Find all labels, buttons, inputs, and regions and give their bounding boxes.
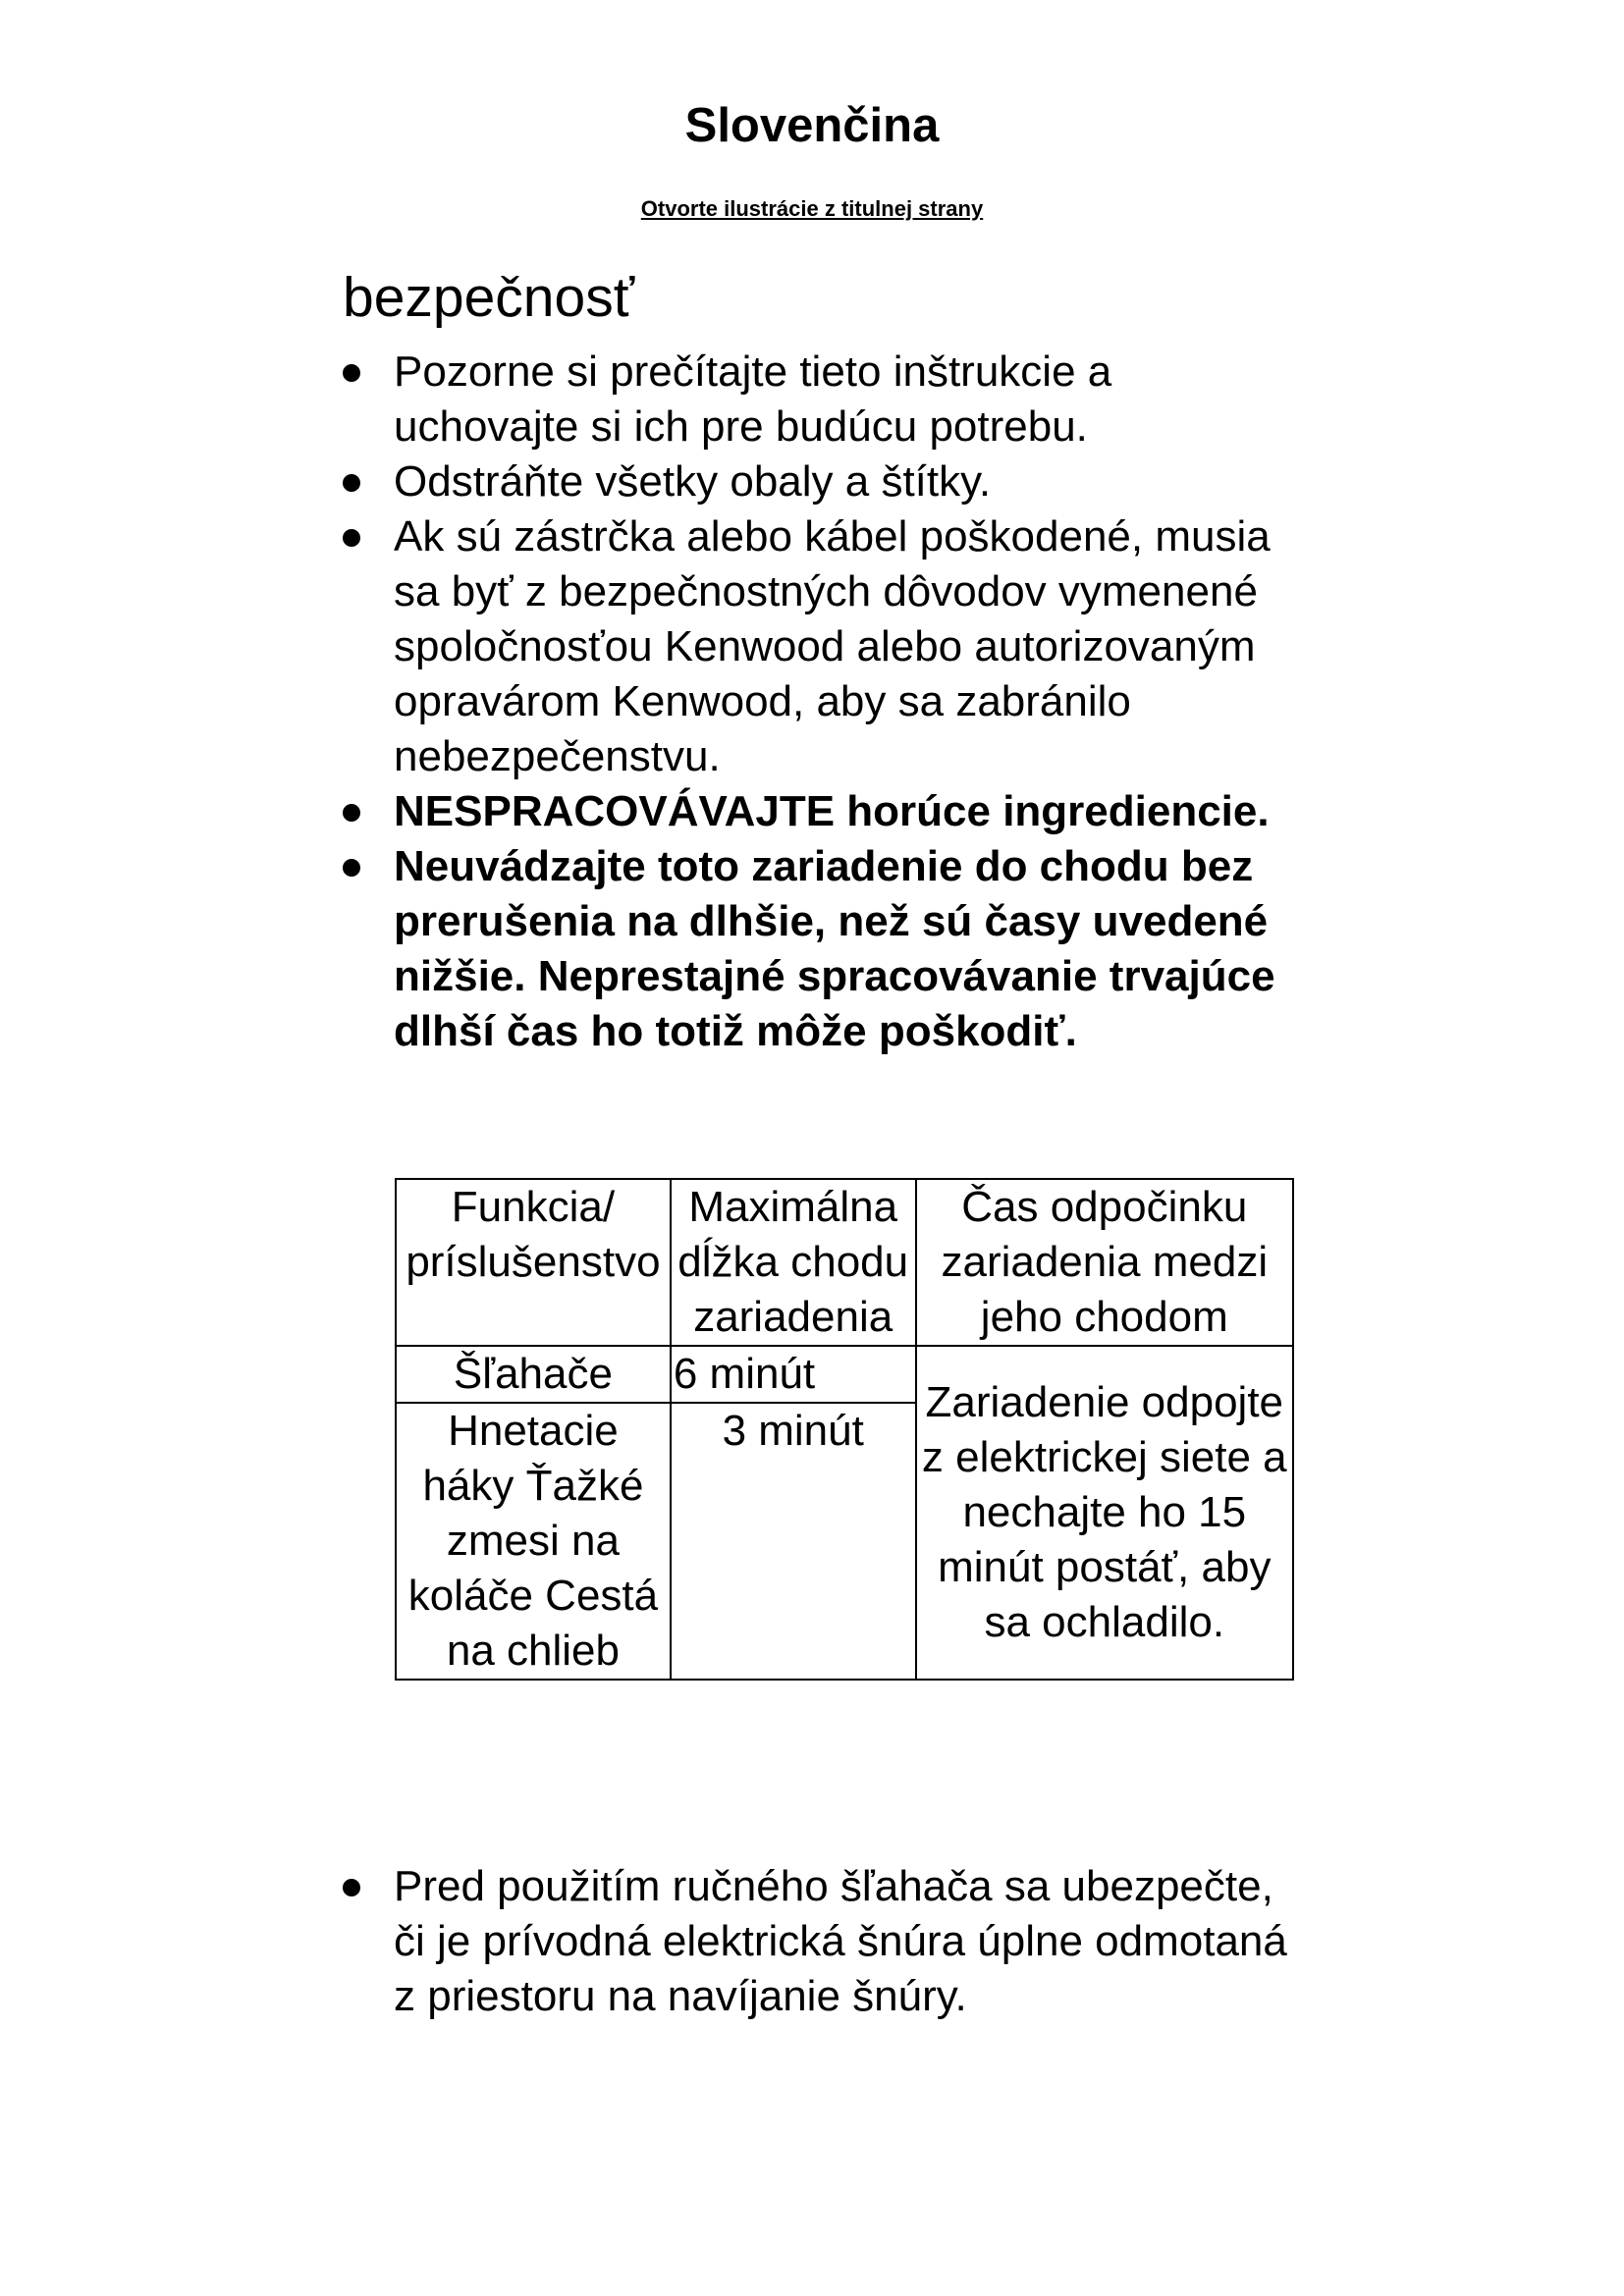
accessory-cell: Hnetacie háky Ťažké zmesi na koláče Cestá na chlieb [396,1403,671,1680]
bullet-icon [343,474,360,492]
bullet-text: Pred použitím ručného šľahača sa ubezpečte, či je prívodná elektrická šnúra úplne odmotaná z priestoru na navíjanie šnúry. [394,1862,1287,2020]
header-function: Funkcia/ príslušenstvo [406,1183,661,1286]
rest-cell: Zariadenie odpojte z elektrickej siete a nechajte ho 15 minút postáť, aby sa ochladilo. [916,1346,1293,1680]
bullet-text: NESPRACOVÁVAJTE horúce ingrediencie. [394,787,1270,835]
bullet-text: Odstráňte všetky obaly a štítky. [394,457,992,506]
bullet-text: Ak sú zástrčka alebo kábel poškodené, musia sa byť z bezpečnostných dôvodov vymenené spoločnosťou Kenwood alebo autorizovaným opravárom Kenwood, aby sa zabránilo nebezpečenstvu. [394,512,1271,780]
time-cell: 3 minút [671,1403,916,1680]
bullet-icon [343,529,360,547]
bullet-icon [343,859,360,877]
list-item [343,345,1305,454]
bullet-text: Pozorne si prečítajte tieto inštrukcie a uchovajte si ich pre budúcu potrebu. [394,347,1112,451]
header-cell [916,1179,1293,1346]
header-rest-time: Čas odpočinku zariadenia medzi jeho chodom [941,1183,1269,1341]
list-item [343,1859,1305,2024]
bullet-text: Neuvádzajte toto zariadenie do chodu bez prerušenia na dlhšie, než sú časy uvedené nižšie. Neprestajné spracovávanie trvajúce dlhší čas ho totiž môže poškodiť. [394,842,1275,1055]
bullet-icon [343,804,360,822]
header-cell [671,1179,916,1346]
list-item [343,509,1305,784]
front-page-illustrations-link[interactable]: Otvorte ilustrácie z titulnej strany [640,196,984,221]
page-title: Slovenčina [684,99,940,152]
header-max-time: Maximálna dĺžka chodu zariadenia [677,1183,909,1341]
operation-time-table [395,1178,1294,1681]
header-cell [396,1179,671,1346]
list-item [343,454,1305,509]
bullet-icon [343,1879,360,1896]
accessory-cell: Šľahače [396,1346,671,1403]
section-heading: bezpečnosť [343,266,635,329]
safety-list-continued [343,1859,1305,2024]
time-cell: 6 minút [671,1346,916,1403]
table-header-row [396,1179,1293,1346]
safety-list [343,345,1305,1059]
table-row [396,1346,1293,1403]
list-item [343,784,1305,839]
list-item [343,839,1305,1059]
bullet-icon [343,364,360,382]
